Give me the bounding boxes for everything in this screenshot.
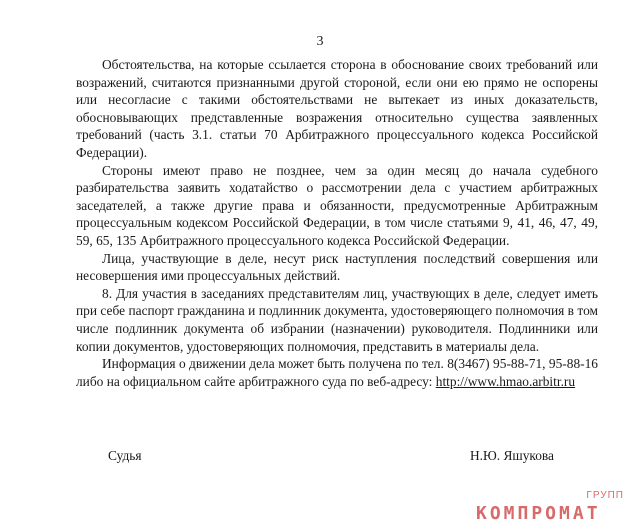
paragraph-parties-rights: Стороны имеют право не позднее, чем за один месяц до начала судебного разбирательства заявить ходатайство о рассмотрении дела с участием арбитражных заседателей, а также другие права и обязанности, предусмотренные Арбитражным процессуальным кодексом Российской Федерации, в том числе статьями 9, 41, 46, 47, 49, 59, 65, 135 Арбитражного процессуального кодекса Российской Федерации. bbox=[76, 162, 598, 248]
signature-title: Судья bbox=[108, 448, 142, 463]
paragraph-info bbox=[76, 355, 598, 390]
paragraph-facts: Обстоятельства, на которые ссылается сторона в обоснование своих требований или возражений, считаются признанными другой стороной, если они ею прямо не оспорены или несогласие с такими обстоятельствами не вытекает из иных доказательств, обосновывающих представленные возражения относительно существа заявленных требований (часть 3.1. статьи 70 Арбитражного процессуального кодекса Российской Федерации). bbox=[76, 57, 598, 160]
watermark-main-text: КОМПРОМАТ bbox=[476, 503, 601, 524]
paragraph-representatives: 8. Для участия в заседаниях представителям лиц, участвующих в деле, следует иметь при себе паспорт гражданина и подлинник документа, удостоверяющего полномочия в том числе подлинник документа об избрании (назначении) руководителя. Подлинники или копии документов, удостоверяющих полномочия, представить в материалы дела. bbox=[76, 285, 598, 354]
watermark-logo bbox=[476, 490, 626, 524]
court-website-link[interactable]: http://www.hmao.arbitr.ru bbox=[435, 373, 576, 389]
info-text: Информация о движении дела может быть получена по тел. 8(3467) 95-88-71, 95-88-16 либо на официальном сайте арбитражного суда по веб-адресу: bbox=[76, 356, 598, 389]
page-number: 3 bbox=[316, 34, 324, 49]
signature-name: Н.Ю. Яшукова bbox=[469, 448, 554, 463]
document-body bbox=[76, 56, 598, 390]
paragraph-risk: Лица, участвующие в деле, несут риск наступления последствий совершения или несовершения ими процессуальных действий. bbox=[76, 250, 598, 284]
watermark-sub-text: ГРУПП bbox=[586, 490, 624, 501]
